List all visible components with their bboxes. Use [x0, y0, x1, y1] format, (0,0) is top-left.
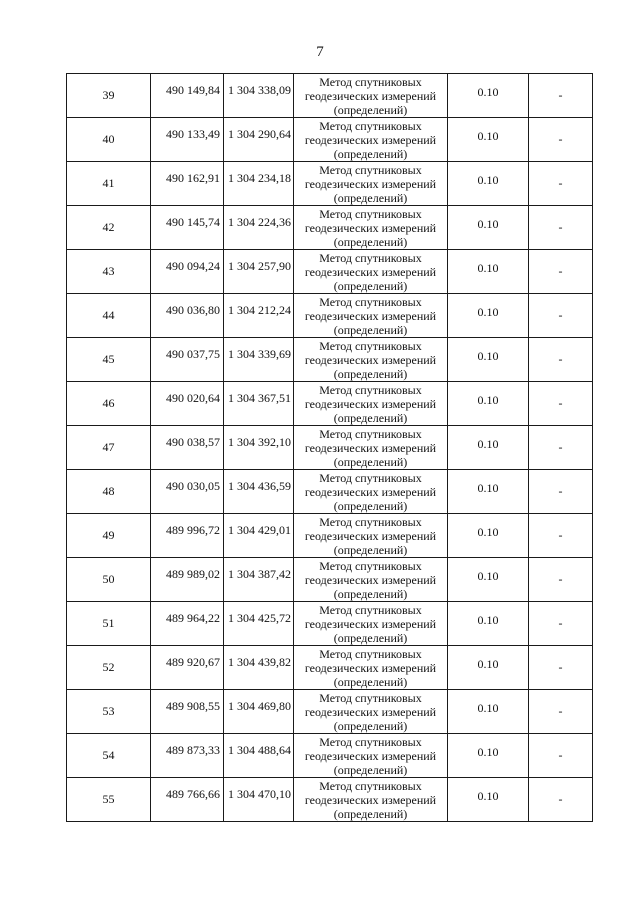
extra-cell-text: - [558, 792, 563, 806]
accuracy-cell [448, 118, 529, 162]
y-coordinate-cell [224, 382, 294, 426]
table-row [67, 338, 593, 382]
accuracy-cell-text: 0.10 [477, 525, 499, 539]
extra-cell [529, 602, 593, 646]
extra-cell [529, 338, 593, 382]
y-coordinate-cell-text: 1 304 234,18 [228, 171, 291, 185]
y-coordinate-cell-text: 1 304 439,82 [228, 655, 291, 669]
y-coordinate-cell [224, 426, 294, 470]
extra-cell-text: - [558, 616, 563, 630]
point-number-cell [67, 338, 151, 382]
method-cell [294, 690, 448, 734]
x-coordinate-cell-text: 489 873,33 [166, 743, 220, 757]
x-coordinate-cell [151, 426, 224, 470]
method-line: геодезических измерений [304, 748, 437, 763]
accuracy-cell [448, 470, 529, 514]
x-coordinate-cell-text: 490 162,91 [166, 171, 220, 185]
table-row [67, 690, 593, 734]
point-number-cell [67, 734, 151, 778]
method-line: Метод спутниковых [319, 646, 422, 661]
accuracy-cell [448, 602, 529, 646]
method-line: геодезических измерений [304, 440, 437, 455]
table-row [67, 470, 593, 514]
method-cell [294, 778, 448, 822]
x-coordinate-cell [151, 602, 224, 646]
x-coordinate-cell [151, 338, 224, 382]
method-line: Метод спутниковых [319, 514, 422, 529]
point-number-cell-text: 49 [102, 528, 115, 542]
x-coordinate-cell [151, 558, 224, 602]
point-number-cell [67, 426, 151, 470]
method-cell [294, 602, 448, 646]
accuracy-cell [448, 778, 529, 822]
accuracy-cell [448, 734, 529, 778]
point-number-cell-text: 40 [102, 132, 115, 146]
method-cell [294, 118, 448, 162]
point-number-cell-text: 42 [102, 220, 115, 234]
y-coordinate-cell-text: 1 304 387,42 [228, 567, 291, 581]
method-line: геодезических измерений [304, 616, 437, 631]
x-coordinate-cell [151, 74, 224, 118]
table-row [67, 382, 593, 426]
extra-cell-text: - [558, 352, 563, 366]
table-row [67, 162, 593, 206]
point-number-cell-text: 41 [102, 176, 115, 190]
extra-cell [529, 558, 593, 602]
y-coordinate-cell-text: 1 304 429,01 [228, 523, 291, 537]
accuracy-cell [448, 690, 529, 734]
accuracy-cell-text: 0.10 [477, 129, 499, 143]
method-line: Метод спутниковых [319, 426, 422, 441]
method-line: (определений) [333, 806, 408, 821]
method-line: Метод спутниковых [319, 206, 422, 221]
extra-cell [529, 118, 593, 162]
x-coordinate-cell-text: 490 038,57 [166, 435, 220, 449]
accuracy-cell [448, 338, 529, 382]
y-coordinate-cell-text: 1 304 339,69 [228, 347, 291, 361]
method-line: геодезических измерений [304, 572, 437, 587]
extra-cell [529, 250, 593, 294]
table-row [67, 558, 593, 602]
y-coordinate-cell [224, 118, 294, 162]
x-coordinate-cell-text: 489 996,72 [166, 523, 220, 537]
method-line: (определений) [333, 498, 408, 513]
method-cell [294, 338, 448, 382]
method-line: Метод спутниковых [319, 734, 422, 749]
point-number-cell-text: 47 [102, 440, 115, 454]
y-coordinate-cell [224, 470, 294, 514]
method-cell [294, 734, 448, 778]
accuracy-cell-text: 0.10 [477, 349, 499, 363]
table-row [67, 294, 593, 338]
x-coordinate-cell-text: 489 766,66 [166, 787, 220, 801]
extra-cell [529, 646, 593, 690]
table-row [67, 118, 593, 162]
extra-cell [529, 734, 593, 778]
extra-cell-text: - [558, 704, 563, 718]
y-coordinate-cell-text: 1 304 392,10 [228, 435, 291, 449]
x-coordinate-cell [151, 690, 224, 734]
point-number-cell-text: 54 [102, 748, 115, 762]
accuracy-cell [448, 206, 529, 250]
y-coordinate-cell [224, 338, 294, 382]
method-line: (определений) [333, 322, 408, 337]
method-cell [294, 382, 448, 426]
point-number-cell-text: 48 [102, 484, 115, 498]
method-line: геодезических измерений [304, 528, 437, 543]
extra-cell [529, 470, 593, 514]
extra-cell [529, 514, 593, 558]
method-line: геодезических измерений [304, 308, 437, 323]
accuracy-cell-text: 0.10 [477, 701, 499, 715]
method-line: (определений) [333, 718, 408, 733]
method-line: Метод спутниковых [319, 558, 422, 573]
extra-cell-text: - [558, 396, 563, 410]
method-line: (определений) [333, 366, 408, 381]
accuracy-cell [448, 646, 529, 690]
method-line: Метод спутниковых [319, 778, 422, 793]
method-line: (определений) [333, 102, 408, 117]
method-line: Метод спутниковых [319, 250, 422, 265]
y-coordinate-cell [224, 206, 294, 250]
method-line: геодезических измерений [304, 660, 437, 675]
x-coordinate-cell [151, 206, 224, 250]
x-coordinate-cell [151, 514, 224, 558]
method-line: (определений) [333, 586, 408, 601]
table-row [67, 602, 593, 646]
method-cell [294, 426, 448, 470]
accuracy-cell-text: 0.10 [477, 305, 499, 319]
accuracy-cell-text: 0.10 [477, 261, 499, 275]
accuracy-cell-text: 0.10 [477, 745, 499, 759]
accuracy-cell-text: 0.10 [477, 569, 499, 583]
extra-cell [529, 294, 593, 338]
coordinates-table [66, 73, 593, 822]
x-coordinate-cell-text: 490 133,49 [166, 127, 220, 141]
method-line: Метод спутниковых [319, 470, 422, 485]
method-line: (определений) [333, 278, 408, 293]
x-coordinate-cell [151, 382, 224, 426]
table-row [67, 646, 593, 690]
accuracy-cell-text: 0.10 [477, 173, 499, 187]
y-coordinate-cell-text: 1 304 436,59 [228, 479, 291, 493]
point-number-cell [67, 118, 151, 162]
point-number-cell [67, 206, 151, 250]
table-row [67, 734, 593, 778]
point-number-cell [67, 558, 151, 602]
y-coordinate-cell-text: 1 304 290,64 [228, 127, 291, 141]
x-coordinate-cell-text: 489 920,67 [166, 655, 220, 669]
extra-cell-text: - [558, 748, 563, 762]
x-coordinate-cell-text: 489 989,02 [166, 567, 220, 581]
accuracy-cell [448, 514, 529, 558]
x-coordinate-cell-text: 490 149,84 [166, 83, 220, 97]
point-number-cell [67, 250, 151, 294]
extra-cell-text: - [558, 440, 563, 454]
extra-cell-text: - [558, 176, 563, 190]
x-coordinate-cell-text: 490 036,80 [166, 303, 220, 317]
method-line: геодезических измерений [304, 264, 437, 279]
method-line: геодезических измерений [304, 176, 437, 191]
extra-cell-text: - [558, 308, 563, 322]
x-coordinate-cell-text: 490 037,75 [166, 347, 220, 361]
point-number-cell [67, 74, 151, 118]
accuracy-cell-text: 0.10 [477, 437, 499, 451]
table-row [67, 250, 593, 294]
method-line: (определений) [333, 542, 408, 557]
x-coordinate-cell-text: 490 145,74 [166, 215, 220, 229]
extra-cell-text: - [558, 132, 563, 146]
method-line: Метод спутниковых [319, 294, 422, 309]
accuracy-cell-text: 0.10 [477, 657, 499, 671]
point-number-cell-text: 55 [102, 792, 115, 806]
y-coordinate-cell-text: 1 304 224,36 [228, 215, 291, 229]
y-coordinate-cell [224, 602, 294, 646]
point-number-cell [67, 646, 151, 690]
method-cell [294, 514, 448, 558]
y-coordinate-cell-text: 1 304 470,10 [228, 787, 291, 801]
x-coordinate-cell [151, 162, 224, 206]
method-cell [294, 646, 448, 690]
point-number-cell [67, 514, 151, 558]
y-coordinate-cell-text: 1 304 338,09 [228, 83, 291, 97]
table-row [67, 206, 593, 250]
y-coordinate-cell [224, 778, 294, 822]
method-cell [294, 558, 448, 602]
x-coordinate-cell [151, 734, 224, 778]
point-number-cell-text: 39 [102, 88, 115, 102]
method-cell [294, 470, 448, 514]
extra-cell [529, 382, 593, 426]
extra-cell [529, 690, 593, 734]
accuracy-cell [448, 382, 529, 426]
accuracy-cell [448, 426, 529, 470]
accuracy-cell-text: 0.10 [477, 481, 499, 495]
table-row [67, 778, 593, 822]
method-line: геодезических измерений [304, 484, 437, 499]
point-number-cell-text: 51 [102, 616, 115, 630]
method-cell [294, 294, 448, 338]
extra-cell [529, 74, 593, 118]
accuracy-cell [448, 294, 529, 338]
point-number-cell [67, 690, 151, 734]
accuracy-cell-text: 0.10 [477, 393, 499, 407]
x-coordinate-cell-text: 489 908,55 [166, 699, 220, 713]
point-number-cell-text: 53 [102, 704, 115, 718]
point-number-cell-text: 45 [102, 352, 115, 366]
y-coordinate-cell-text: 1 304 488,64 [228, 743, 291, 757]
accuracy-cell [448, 558, 529, 602]
method-line: геодезических измерений [304, 792, 437, 807]
x-coordinate-cell-text: 490 020,64 [166, 391, 220, 405]
extra-cell-text: - [558, 264, 563, 278]
point-number-cell [67, 382, 151, 426]
method-cell [294, 250, 448, 294]
y-coordinate-cell [224, 734, 294, 778]
accuracy-cell-text: 0.10 [477, 789, 499, 803]
method-line: Метод спутниковых [319, 338, 422, 353]
extra-cell-text: - [558, 528, 563, 542]
y-coordinate-cell [224, 74, 294, 118]
y-coordinate-cell [224, 250, 294, 294]
extra-cell-text: - [558, 660, 563, 674]
extra-cell [529, 778, 593, 822]
x-coordinate-cell [151, 646, 224, 690]
point-number-cell-text: 44 [102, 308, 115, 322]
method-line: (определений) [333, 234, 408, 249]
method-line: (определений) [333, 630, 408, 645]
y-coordinate-cell [224, 558, 294, 602]
method-line: геодезических измерений [304, 220, 437, 235]
method-line: (определений) [333, 762, 408, 777]
method-line: (определений) [333, 674, 408, 689]
method-line: геодезических измерений [304, 396, 437, 411]
accuracy-cell [448, 162, 529, 206]
table-row [67, 426, 593, 470]
accuracy-cell [448, 250, 529, 294]
x-coordinate-cell [151, 250, 224, 294]
method-line: Метод спутниковых [319, 690, 422, 705]
extra-cell [529, 206, 593, 250]
table-row [67, 74, 593, 118]
y-coordinate-cell-text: 1 304 212,24 [228, 303, 291, 317]
y-coordinate-cell [224, 514, 294, 558]
point-number-cell [67, 162, 151, 206]
page-number: 7 [316, 44, 324, 60]
accuracy-cell-text: 0.10 [477, 613, 499, 627]
method-line: геодезических измерений [304, 132, 437, 147]
accuracy-cell [448, 74, 529, 118]
y-coordinate-cell [224, 294, 294, 338]
x-coordinate-cell [151, 118, 224, 162]
method-line: (определений) [333, 190, 408, 205]
x-coordinate-cell [151, 470, 224, 514]
point-number-cell-text: 46 [102, 396, 115, 410]
method-cell [294, 162, 448, 206]
method-cell [294, 74, 448, 118]
x-coordinate-cell [151, 778, 224, 822]
y-coordinate-cell [224, 162, 294, 206]
point-number-cell [67, 470, 151, 514]
x-coordinate-cell-text: 490 094,24 [166, 259, 220, 273]
method-line: геодезических измерений [304, 352, 437, 367]
method-line: (определений) [333, 454, 408, 469]
point-number-cell [67, 602, 151, 646]
method-line: Метод спутниковых [319, 162, 422, 177]
y-coordinate-cell [224, 646, 294, 690]
y-coordinate-cell-text: 1 304 469,80 [228, 699, 291, 713]
accuracy-cell-text: 0.10 [477, 217, 499, 231]
point-number-cell-text: 50 [102, 572, 115, 586]
y-coordinate-cell-text: 1 304 425,72 [228, 611, 291, 625]
extra-cell-text: - [558, 572, 563, 586]
method-line: Метод спутниковых [319, 118, 422, 133]
extra-cell-text: - [558, 484, 563, 498]
extra-cell-text: - [558, 220, 563, 234]
point-number-cell-text: 43 [102, 264, 115, 278]
y-coordinate-cell-text: 1 304 367,51 [228, 391, 291, 405]
extra-cell [529, 426, 593, 470]
y-coordinate-cell [224, 690, 294, 734]
method-line: Метод спутниковых [319, 74, 422, 89]
method-line: (определений) [333, 146, 408, 161]
point-number-cell [67, 294, 151, 338]
method-line: (определений) [333, 410, 408, 425]
x-coordinate-cell-text: 490 030,05 [166, 479, 220, 493]
method-line: Метод спутниковых [319, 602, 422, 617]
method-cell [294, 206, 448, 250]
x-coordinate-cell-text: 489 964,22 [166, 611, 220, 625]
point-number-cell [67, 778, 151, 822]
method-line: Метод спутниковых [319, 382, 422, 397]
extra-cell [529, 162, 593, 206]
accuracy-cell-text: 0.10 [477, 85, 499, 99]
point-number-cell-text: 52 [102, 660, 115, 674]
x-coordinate-cell [151, 294, 224, 338]
y-coordinate-cell-text: 1 304 257,90 [228, 259, 291, 273]
coordinates-table-body [67, 74, 593, 822]
table-row [67, 514, 593, 558]
extra-cell-text: - [558, 88, 563, 102]
method-line: геодезических измерений [304, 88, 437, 103]
method-line: геодезических измерений [304, 704, 437, 719]
